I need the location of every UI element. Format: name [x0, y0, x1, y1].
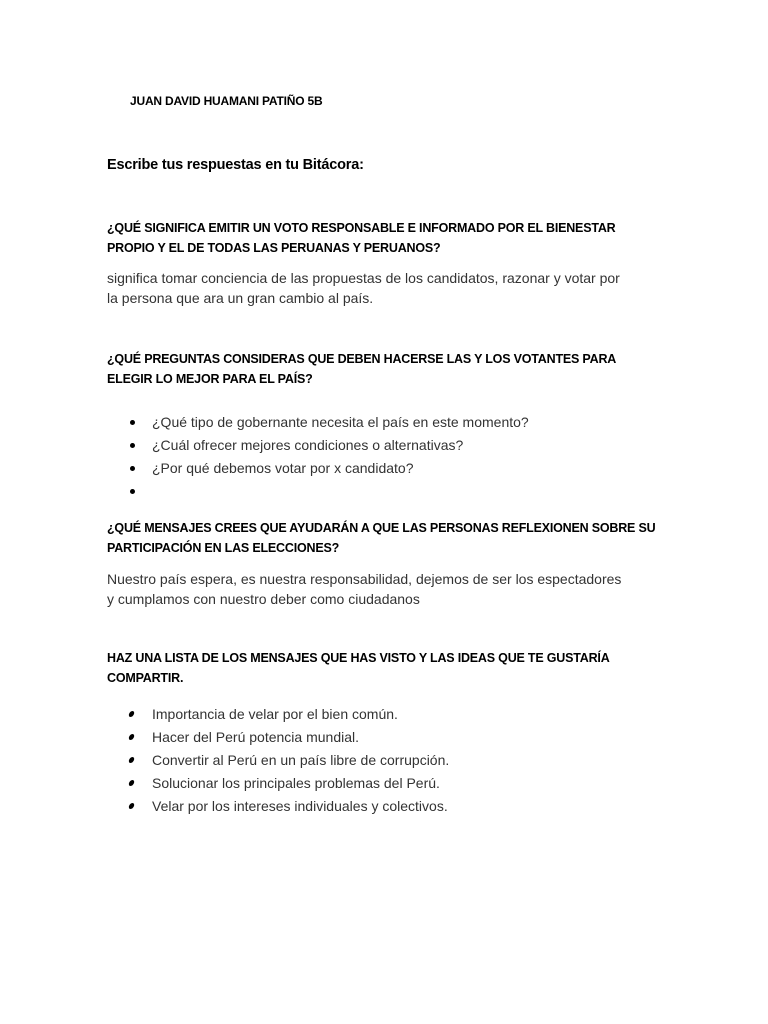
answer-3: [107, 569, 667, 609]
list-item: [127, 457, 529, 480]
answer-3-line-2: y cumplamos con nuestro deber como ciudadanos: [107, 591, 420, 607]
question-1: [107, 218, 667, 258]
list-item-text: ¿Cuál ofrecer mejores condiciones o alternativas?: [152, 437, 464, 453]
list-item: [127, 411, 529, 434]
bullet-icon: [128, 780, 135, 786]
answer-3-line-1: Nuestro país espera, es nuestra responsabilidad, dejemos de ser los espectadores: [107, 571, 622, 587]
list-item: [127, 772, 449, 795]
bullet-icon: [128, 734, 135, 740]
bullet-icon: [128, 757, 135, 763]
bullet-icon: [130, 489, 135, 494]
bullet-icon: [130, 466, 135, 471]
list-item-text: Solucionar los principales problemas del Perú.: [152, 775, 440, 791]
bullet-icon: [128, 803, 135, 809]
question-1-line-2: PROPIO Y EL DE TODAS LAS PERUANAS Y PERUANOS?: [107, 241, 441, 255]
bullet-icon: [130, 420, 135, 425]
question-2-line-2: ELEGIR LO MEJOR PARA EL PAÍS?: [107, 372, 313, 386]
list-item-text: Importancia de velar por el bien común.: [152, 706, 398, 722]
bullet-icon: [130, 443, 135, 448]
author-name: JUAN DAVID HUAMANI PATIÑO 5B: [130, 94, 323, 108]
question-4-line-2: COMPARTIR.: [107, 671, 184, 685]
list-item-text: Velar por los intereses individuales y colectivos.: [152, 798, 448, 814]
list-item: [127, 703, 449, 726]
list-item: [127, 749, 449, 772]
question-3-line-2: PARTICIPACIÓN EN LAS ELECCIONES?: [107, 541, 340, 555]
question-3: [107, 518, 667, 558]
question-2-line-1: ¿QUÉ PREGUNTAS CONSIDERAS QUE DEBEN HACERSE LAS Y LOS VOTANTES PARA: [107, 352, 617, 366]
list-item-text: Convertir al Perú en un país libre de corrupción.: [152, 752, 450, 768]
page-heading: Escribe tus respuestas en tu Bitácora:: [107, 157, 364, 173]
question-2-list: [127, 411, 529, 503]
answer-1-line-1: significa tomar conciencia de las propuestas de los candidatos, razonar y votar por: [107, 270, 620, 286]
list-item: [127, 795, 449, 818]
question-1-line-1: ¿QUÉ SIGNIFICA EMITIR UN VOTO RESPONSABLE E INFORMADO POR EL BIENESTAR: [107, 221, 616, 235]
question-4-list: [127, 703, 449, 818]
list-item: [127, 480, 529, 503]
answer-1-line-2: la persona que ara un gran cambio al país.: [107, 290, 374, 306]
list-item: [127, 726, 449, 749]
bullet-icon: [128, 711, 135, 717]
question-4-line-1: HAZ UNA LISTA DE LOS MENSAJES QUE HAS VISTO Y LAS IDEAS QUE TE GUSTARÍA: [107, 651, 610, 665]
list-item: [127, 434, 529, 457]
answer-1: [107, 268, 667, 308]
question-2: [107, 349, 667, 389]
list-item-text: ¿Qué tipo de gobernante necesita el país en este momento?: [152, 414, 529, 430]
list-item-text: Hacer del Perú potencia mundial.: [152, 729, 360, 745]
question-3-line-1: ¿QUÉ MENSAJES CREES QUE AYUDARÁN A QUE LAS PERSONAS REFLEXIONEN SOBRE SU: [107, 521, 656, 535]
list-item-text: ¿Por qué debemos votar por x candidato?: [152, 460, 414, 476]
question-4: [107, 648, 667, 688]
